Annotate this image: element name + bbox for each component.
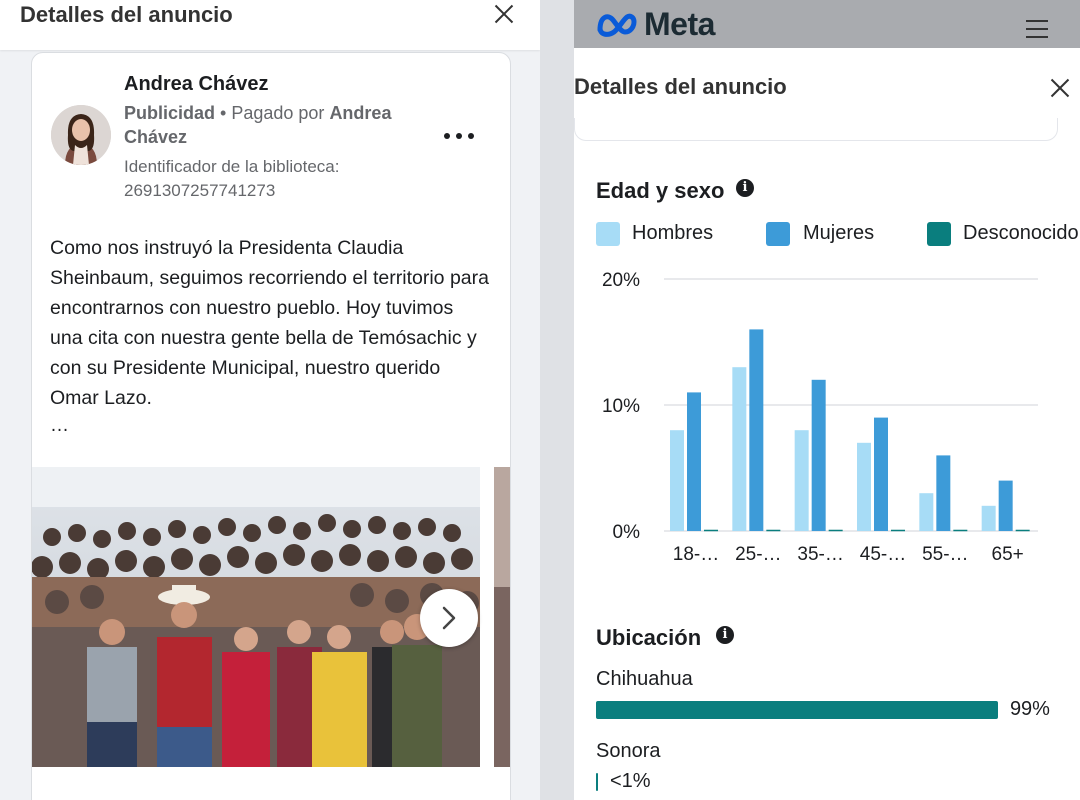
bar-mujeres-1[interactable] xyxy=(749,329,763,531)
legend-label-mujeres: Mujeres xyxy=(803,222,875,244)
bar-mujeres-2[interactable] xyxy=(812,380,826,531)
x-tick-label: 18-… xyxy=(672,544,720,565)
location-bar-track xyxy=(596,701,1002,719)
paid-by-prefix: • Pagado por xyxy=(220,103,325,123)
x-tick-label: 35-… xyxy=(797,544,844,565)
y-tick-label: 20% xyxy=(601,270,640,291)
paid-by-name: Andrea Chávez xyxy=(124,103,392,147)
bar-mujeres-3[interactable] xyxy=(874,418,888,531)
y-tick-label: 0% xyxy=(612,522,640,543)
right-header xyxy=(574,48,1080,128)
info-icon[interactable]: i xyxy=(736,179,754,197)
library-id-value: 2691307257741273 xyxy=(124,181,276,200)
location-title: Ubicación xyxy=(596,625,702,650)
bar-hombres-3[interactable] xyxy=(857,443,871,531)
location-name: Sonora xyxy=(596,740,661,762)
bar-hombres-4[interactable] xyxy=(919,493,933,531)
bar-desconocido-3[interactable] xyxy=(891,530,905,532)
legend-label-desconocido: Desconocido xyxy=(963,222,1079,244)
bar-desconocido-2[interactable] xyxy=(829,530,843,532)
location-bar xyxy=(596,773,598,791)
x-tick-label: 65+ xyxy=(991,544,1024,565)
legend-swatch-hombres xyxy=(596,222,620,246)
bar-hombres-5[interactable] xyxy=(982,506,996,531)
post-author[interactable]: Andrea Chávez xyxy=(124,73,269,95)
left-header xyxy=(0,0,540,50)
bar-desconocido-0[interactable] xyxy=(704,530,718,532)
location-percent: 99% xyxy=(1009,698,1050,720)
menu-icon[interactable] xyxy=(1026,20,1048,38)
next-photo-preview xyxy=(494,467,510,767)
sponsor-line xyxy=(124,101,404,149)
meta-logo-icon[interactable] xyxy=(596,10,642,38)
previous-section-card xyxy=(574,118,1058,141)
left-header-title: Detalles del anuncio xyxy=(20,2,233,27)
location-percent: <1% xyxy=(610,770,651,792)
info-icon[interactable]: i xyxy=(716,626,734,644)
close-icon[interactable] xyxy=(1048,76,1072,100)
panel-divider xyxy=(540,0,574,800)
legend-swatch-mujeres xyxy=(766,222,790,246)
x-tick-label: 55-… xyxy=(922,544,969,565)
bar-hombres-0[interactable] xyxy=(670,430,684,531)
bar-mujeres-5[interactable] xyxy=(999,481,1013,531)
age-gender-chart xyxy=(574,260,1080,580)
carousel-photo[interactable] xyxy=(32,467,480,767)
meta-top-bar xyxy=(574,0,1080,48)
library-id-block xyxy=(124,155,424,203)
bar-mujeres-0[interactable] xyxy=(687,392,701,531)
post-body: Como nos instruyó la Presidenta Claudia Sheinbaum, seguimos recorriendo el territorio para encontrarnos con nuestro pueblo. Hoy tuvimos una cita con nuestra gente bella de Temósachic y con su Presidente Municipal, nuestro querido Omar Lazo. xyxy=(50,237,489,409)
library-id-label: Identificador de la biblioteca: xyxy=(124,157,340,176)
bar-desconocido-1[interactable] xyxy=(766,530,780,532)
right-header-title: Detalles del anuncio xyxy=(574,74,787,99)
legend-swatch-desconocido xyxy=(927,222,951,246)
carousel-next-button[interactable] xyxy=(420,589,478,647)
location-bar-track xyxy=(596,773,1002,791)
bar-desconocido-4[interactable] xyxy=(953,530,967,532)
legend-label-hombres: Hombres xyxy=(632,222,714,244)
close-icon[interactable] xyxy=(492,2,516,26)
location-name: Chihuahua xyxy=(596,668,693,690)
chevron-right-icon xyxy=(439,606,459,630)
meta-brand-text[interactable]: Meta xyxy=(644,6,715,42)
right-ad-details-panel xyxy=(574,0,1080,800)
sponsored-label: Publicidad xyxy=(124,103,216,123)
location-bar xyxy=(596,701,998,719)
bar-hombres-1[interactable] xyxy=(732,367,746,531)
bar-mujeres-4[interactable] xyxy=(936,455,950,531)
age-gender-title: Edad y sexo xyxy=(596,178,725,203)
see-more-ellipsis[interactable]: … xyxy=(50,415,69,436)
bar-hombres-2[interactable] xyxy=(795,430,809,531)
y-tick-label: 10% xyxy=(601,396,640,417)
x-tick-label: 25-… xyxy=(735,544,782,565)
avatar xyxy=(51,105,111,165)
bar-desconocido-5[interactable] xyxy=(1016,530,1030,532)
ad-card xyxy=(31,52,511,800)
x-tick-label: 45-… xyxy=(859,544,907,565)
more-options-icon[interactable] xyxy=(442,125,476,145)
